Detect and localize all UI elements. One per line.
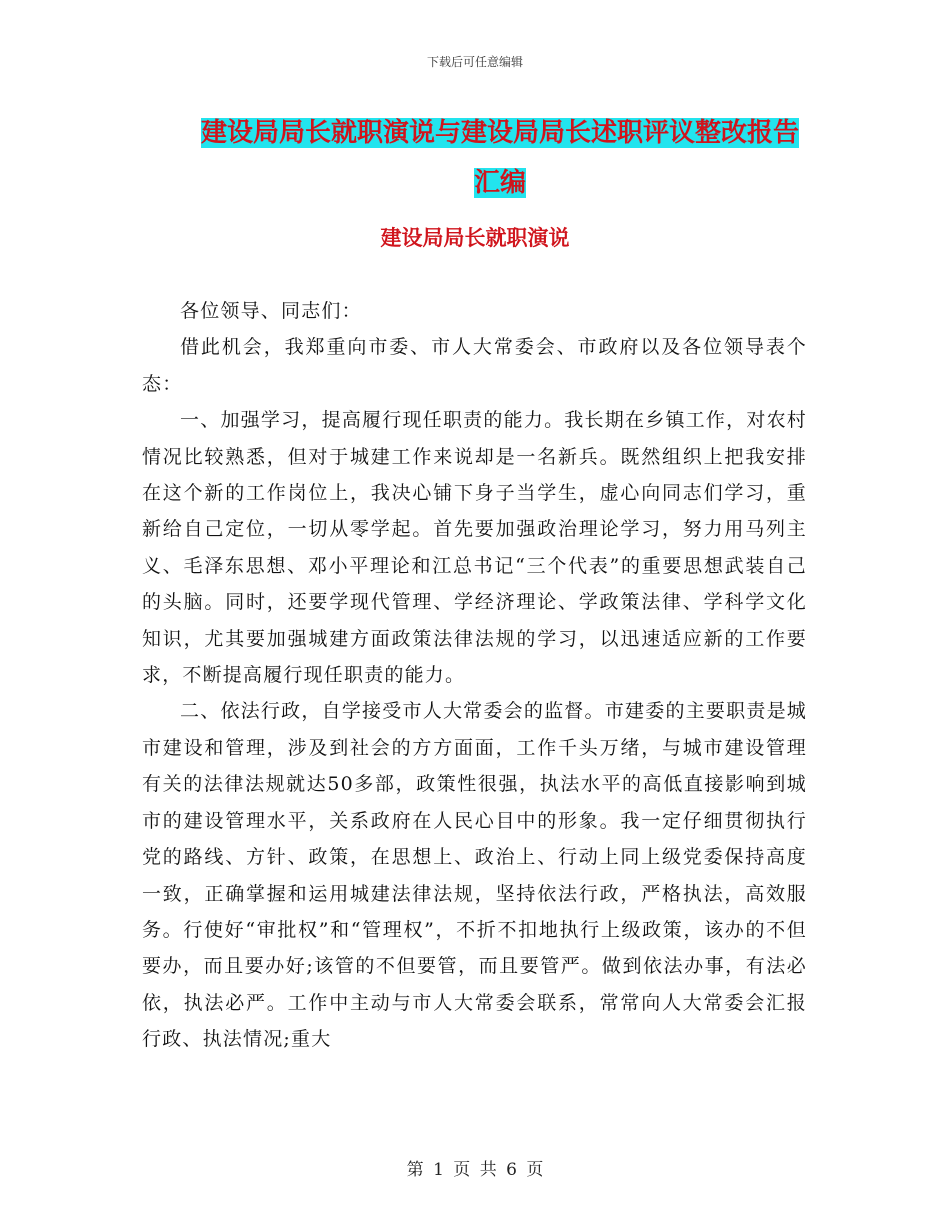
- document-body: [142, 293, 807, 1058]
- paragraph-greeting: 各位领导、同志们：: [180, 300, 362, 322]
- header-note: 下载后可任意编辑: [426, 55, 523, 69]
- document-title-line-2: 汇编: [473, 168, 526, 198]
- paragraph-point-2: 二、依法行政，自学接受市人大常委会的监督。市建委的主要职责是城市建设和管理，涉及到社会的方方面面，工作千头万绪，与城市建设管理有关的法律法规就达50多部，政策性很强，执法水平的高低直接影响到城市的建设管理水平，关系政府在人民心目中的形象。我一定仔细贯彻执行党的路线、方针、政策，在思想上、政治上、行动上同上级党委保持高度一致，正确掌握和运用城建法律法规，坚持依法行政，严格执法，高效服务。行使好“审批权”和“管理权”，不折不扣地执行上级政策，该办的不但要办，而且要办好;该管的不但要管，而且要管严。做到依法办事，有法必依，执法必严。工作中主动与市人大常委会联系，常常向人大常委会汇报行政、执法情况;重大: [142, 700, 807, 1051]
- paragraph-intro: 借此机会，我郑重向市委、市人大常委会、市政府以及各位领导表个态：: [142, 336, 807, 395]
- document-title: [140, 108, 860, 208]
- page-footer: 第 1 页 共 6 页: [406, 1160, 544, 1180]
- section-title: 建设局局长就职演说: [380, 226, 570, 250]
- paragraph-point-1: 一、加强学习，提高履行现任职责的能力。我长期在乡镇工作，对农村情况比较熟悉，但对于城建工作来说却是一名新兵。既然组织上把我安排在这个新的工作岗位上，我决心铺下身子当学生，虚心向同志们学习，重新给自己定位，一切从零学起。首先要加强政治理论学习，努力用马列主义、毛泽东思想、邓小平理论和江总书记“三个代表”的重要思想武装自己的头脑。同时，还要学现代管理、学经济理论、学政策法律、学科学文化知识，尤其要加强城建方面政策法律法规的学习，以迅速适应新的工作要求，不断提高履行现任职责的能力。: [142, 409, 807, 687]
- document-title-line-1: 建设局局长就职演说与建设局局长述职评议整改报告: [200, 118, 799, 148]
